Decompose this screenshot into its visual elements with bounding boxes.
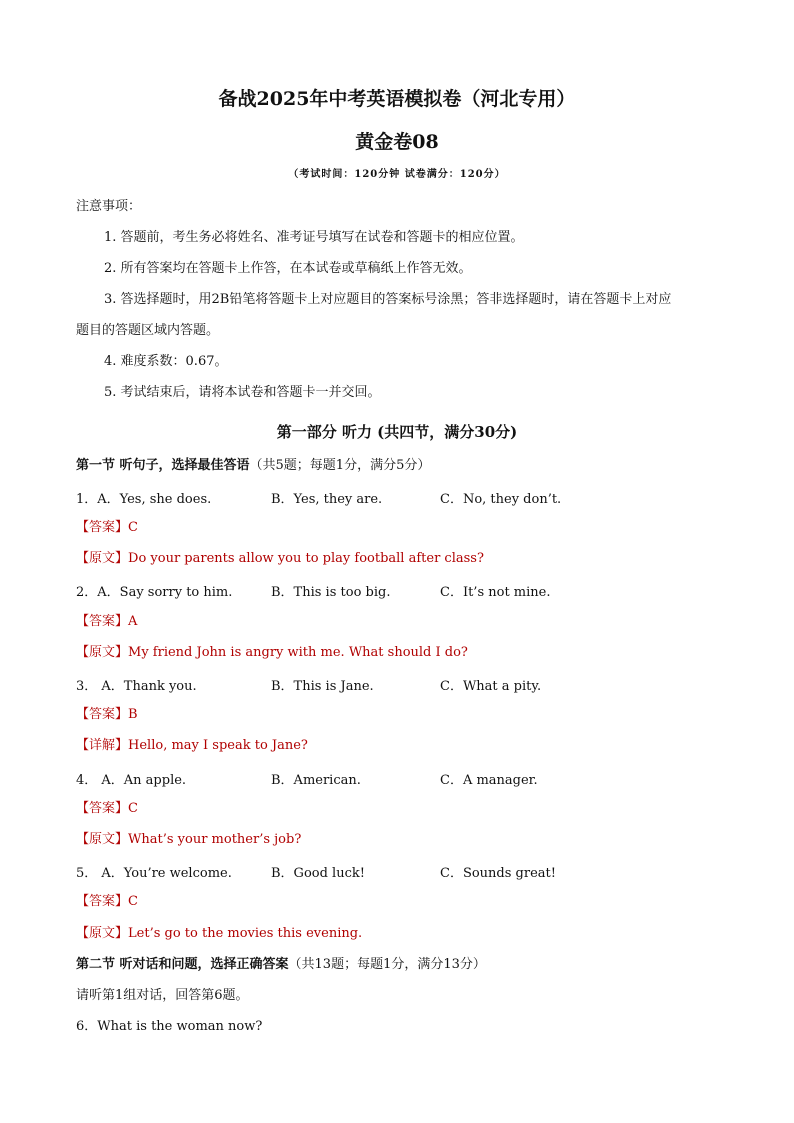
q5-option-a: 5． A．You’re welcome.: [76, 866, 232, 881]
q5-option-c: C．Sounds great!: [440, 866, 556, 881]
note-item-3: 3. 答选择题时，用2B铅笔将答题卡上对应题目的答案标号涂黑；答非选择题时，请在答题卡上对应: [104, 292, 672, 307]
q1-option-b: B．Yes, they are.: [271, 492, 383, 507]
part1-heading: 第一部分 听力 (共四节，满分30分): [276, 423, 518, 441]
q2-answer: [76, 613, 137, 631]
q1-answer: [76, 519, 138, 537]
answer-label: 【答案】: [76, 614, 129, 629]
section1-heading: [76, 457, 430, 475]
section2-heading: [76, 956, 486, 974]
source-text: Let’s go to the movies this evening.: [128, 926, 363, 941]
answer-value: A: [128, 614, 138, 629]
note-item-1: 1. 答题前，考生务必将姓名、准考证号填写在试卷和答题卡的相应位置。: [104, 230, 524, 245]
q6-question: 6．What is the woman now?: [76, 1019, 263, 1034]
answer-value: C: [128, 894, 138, 909]
q2-option-c: C．It’s not mine.: [440, 585, 551, 600]
q5-answer: [76, 893, 138, 911]
q2-option-a: 2．A．Say sorry to him.: [76, 585, 233, 600]
exam-info: （考试时间：120分钟 试卷满分：120分）: [288, 169, 506, 180]
exam-title: 备战2025年中考英语模拟卷（河北专用）: [218, 88, 576, 110]
q4-option-b: B．American.: [271, 773, 361, 788]
answer-label: 【答案】: [76, 801, 129, 816]
q4-source: [76, 831, 301, 849]
note-item-5: 5. 考试结束后，请将本试卷和答题卡一并交回。: [104, 385, 381, 400]
q3-answer: [76, 706, 138, 724]
q4-answer: [76, 800, 138, 818]
answer-value: B: [128, 707, 138, 722]
q3-option-b: B．This is Jane.: [271, 679, 374, 694]
answer-value: C: [128, 801, 138, 816]
section1-heading-title: 第一节 听句子，选择最佳答语: [76, 458, 250, 473]
q3-option-a: 3． A．Thank you.: [76, 679, 197, 694]
explanation-label: 【详解】: [76, 738, 129, 753]
answer-value: C: [128, 520, 138, 535]
q2-source: [76, 644, 468, 662]
q3-option-c: C．What a pity.: [440, 679, 542, 694]
source-label: 【原文】: [76, 551, 129, 566]
q5-source: [76, 925, 362, 943]
q3-explanation: [76, 737, 308, 755]
notes-heading: 注意事项：: [76, 199, 142, 214]
q1-source: [76, 550, 484, 568]
source-label: 【原文】: [76, 832, 129, 847]
source-text: What’s your mother’s job?: [128, 832, 302, 847]
section2-heading-scoring: （共13题；每题1分，满分13分）: [288, 957, 486, 972]
answer-label: 【答案】: [76, 894, 129, 909]
q5-option-b: B．Good luck!: [271, 866, 365, 881]
paper-subtitle: 黄金卷08: [355, 131, 439, 153]
source-label: 【原文】: [76, 926, 129, 941]
section2-instruction: 请听第1组对话，回答第6题。: [76, 988, 249, 1003]
explanation-text: Hello, may I speak to Jane?: [128, 738, 308, 753]
section2-heading-title: 第二节 听对话和问题，选择正确答案: [76, 957, 289, 972]
note-item-4: 4. 难度系数：0.67。: [104, 354, 228, 369]
source-text: My friend John is angry with me. What should I do?: [128, 645, 468, 660]
q4-option-a: 4． A．An apple.: [76, 773, 187, 788]
q4-option-c: C．A manager.: [440, 773, 538, 788]
section1-heading-scoring: （共5题；每题1分，满分5分）: [249, 458, 431, 473]
q1-option-c: C．No, they don’t.: [440, 492, 562, 507]
note-item-3-continued: 题目的答题区域内答题。: [76, 323, 220, 338]
source-label: 【原文】: [76, 645, 129, 660]
source-text: Do your parents allow you to play football after class?: [128, 551, 484, 566]
note-item-2: 2. 所有答案均在答题卡上作答，在本试卷或草稿纸上作答无效。: [104, 261, 472, 276]
q2-option-b: B．This is too big.: [271, 585, 391, 600]
answer-label: 【答案】: [76, 707, 129, 722]
answer-label: 【答案】: [76, 520, 129, 535]
q1-option-a: 1．A．Yes, she does.: [76, 492, 212, 507]
